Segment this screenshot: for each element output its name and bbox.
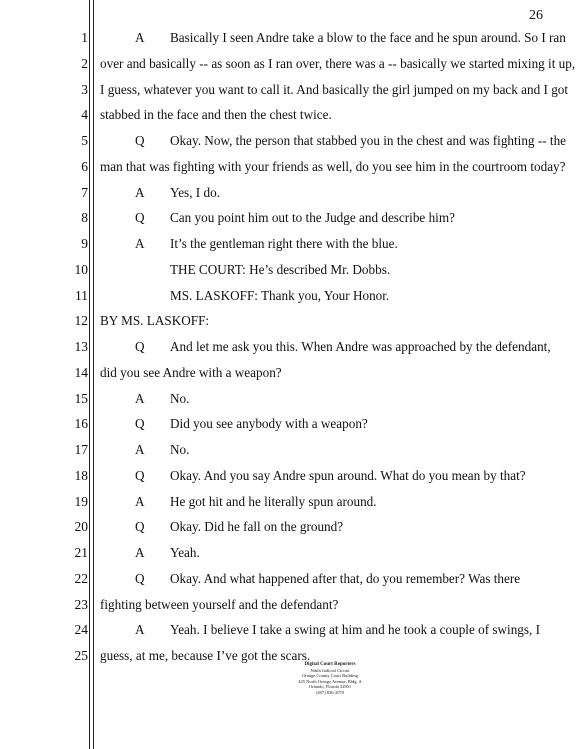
transcript-line — [0, 339, 579, 359]
line-number: 12 — [74, 313, 88, 329]
speaker-label: Q — [135, 570, 145, 586]
transcript-line — [0, 545, 579, 565]
line-text: He got hit and he literally spun around. — [170, 493, 377, 509]
line-number: 16 — [74, 416, 88, 432]
line-text: Can you point him out to the Judge and describe him? — [170, 210, 455, 226]
speaker-label: A — [135, 442, 145, 457]
reporter-name: Digital Court Reporters — [304, 662, 356, 667]
reporter-line-1: Ninth Judicial Circuit — [310, 667, 350, 673]
transcript-line — [0, 391, 579, 411]
line-number: 21 — [74, 545, 88, 560]
speaker-label: A — [135, 622, 145, 638]
transcript-line — [0, 133, 579, 153]
line-number: 4 — [81, 107, 88, 123]
line-text: No. — [170, 442, 190, 457]
transcript-line — [0, 494, 579, 514]
line-text: fighting between yourself and the defendant? — [100, 596, 339, 612]
transcript-line — [0, 288, 579, 308]
line-number: 25 — [74, 648, 88, 663]
line-text: THE COURT: He’s described Mr. Dobbs. — [170, 261, 391, 277]
transcript-line — [0, 107, 579, 127]
line-number: 14 — [74, 364, 88, 380]
transcript-line — [0, 597, 579, 617]
speaker-label: Q — [135, 339, 145, 354]
line-number: 24 — [74, 622, 88, 638]
line-number: 6 — [81, 158, 88, 174]
line-number: 15 — [74, 390, 88, 406]
line-number: 2 — [81, 55, 88, 71]
transcript-line — [0, 468, 579, 488]
line-number: 23 — [74, 596, 88, 612]
transcript-line — [0, 56, 579, 76]
reporter-line-4: Orlando, Florida 32801 — [308, 684, 352, 689]
line-number: 11 — [75, 287, 88, 303]
line-text: man that was fighting with your friends as well, do you see him in the courtroom today? — [100, 158, 566, 174]
line-text: BY MS. LASKOFF: — [100, 313, 210, 329]
reporter-stamp — [270, 662, 390, 695]
line-number: 5 — [81, 133, 88, 148]
speaker-label: Q — [135, 210, 145, 226]
line-number: 8 — [81, 210, 88, 226]
line-number: 3 — [81, 81, 88, 97]
line-text: And let me ask you this. When Andre was approached by the defendant, — [170, 339, 551, 354]
line-number: 1 — [81, 30, 88, 45]
line-number: 19 — [74, 493, 88, 509]
speaker-label: A — [135, 184, 145, 200]
transcript-line — [0, 159, 579, 179]
transcript-line — [0, 571, 579, 591]
line-number: 10 — [74, 261, 88, 277]
line-number: 17 — [74, 442, 88, 457]
speaker-label: Q — [135, 519, 145, 535]
line-text: No. — [170, 390, 190, 406]
line-text: Yes, I do. — [170, 184, 220, 200]
speaker-label: A — [135, 30, 145, 45]
line-number: 13 — [74, 339, 88, 354]
line-text: Basically I seen Andre take a blow to the face and he spun around. So I ran — [170, 30, 566, 45]
transcript-line — [0, 442, 579, 462]
line-text: Yeah. I believe I take a swing at him and he took a couple of swings, I — [170, 622, 541, 638]
line-text: Did you see anybody with a weapon? — [170, 416, 368, 432]
line-number: 20 — [74, 519, 88, 535]
line-text: Okay. Now, the person that stabbed you in the chest and was fighting -- the — [170, 133, 567, 148]
transcript-line — [0, 210, 579, 230]
transcript-line — [0, 365, 579, 385]
line-text: over and basically -- as soon as I ran over, there was a -- basically we started mixing it up, — [100, 55, 576, 71]
transcript-line — [0, 236, 579, 256]
line-text: It’s the gentleman right there with the blue. — [170, 236, 398, 251]
line-text: MS. LASKOFF: Thank you, Your Honor. — [170, 287, 390, 303]
page-number: 26 — [529, 8, 543, 23]
transcript-line — [0, 30, 579, 50]
line-text: did you see Andre with a weapon? — [100, 364, 282, 380]
speaker-label: Q — [135, 467, 145, 483]
line-number: 7 — [81, 184, 88, 200]
transcript-line — [0, 262, 579, 282]
line-number: 9 — [81, 236, 88, 251]
speaker-label: A — [135, 493, 145, 509]
speaker-label: Q — [135, 416, 145, 432]
speaker-label: A — [135, 545, 145, 560]
line-number: 18 — [74, 467, 88, 483]
transcript-line — [0, 416, 579, 436]
line-number: 22 — [74, 570, 88, 586]
transcript-line — [0, 519, 579, 539]
line-text: stabbed in the face and then the chest twice. — [100, 107, 332, 123]
speaker-label: Q — [135, 133, 145, 148]
transcript-line — [0, 622, 579, 642]
speaker-label: A — [135, 390, 145, 406]
transcript-line — [0, 313, 579, 333]
line-text: guess, at me, because I’ve got the scars. — [100, 648, 311, 663]
line-text: Okay. Did he fall on the ground? — [170, 519, 344, 535]
line-text: Yeah. — [170, 545, 200, 560]
line-text: I guess, whatever you want to call it. And basically the girl jumped on my back and I got — [100, 81, 569, 97]
transcript-line — [0, 82, 579, 102]
line-text: Okay. And you say Andre spun around. What do you mean by that? — [170, 467, 526, 483]
transcript-line — [0, 185, 579, 205]
reporter-line-5: (407) 836-2070 — [315, 689, 345, 695]
speaker-label: A — [135, 236, 145, 251]
reporter-line-2: Orange County Court Building — [302, 673, 358, 678]
line-text: Okay. And what happened after that, do you remember? Was there — [170, 570, 521, 586]
reporter-line-3: 425 North Orange Avenue, Bldg. A — [298, 678, 362, 684]
